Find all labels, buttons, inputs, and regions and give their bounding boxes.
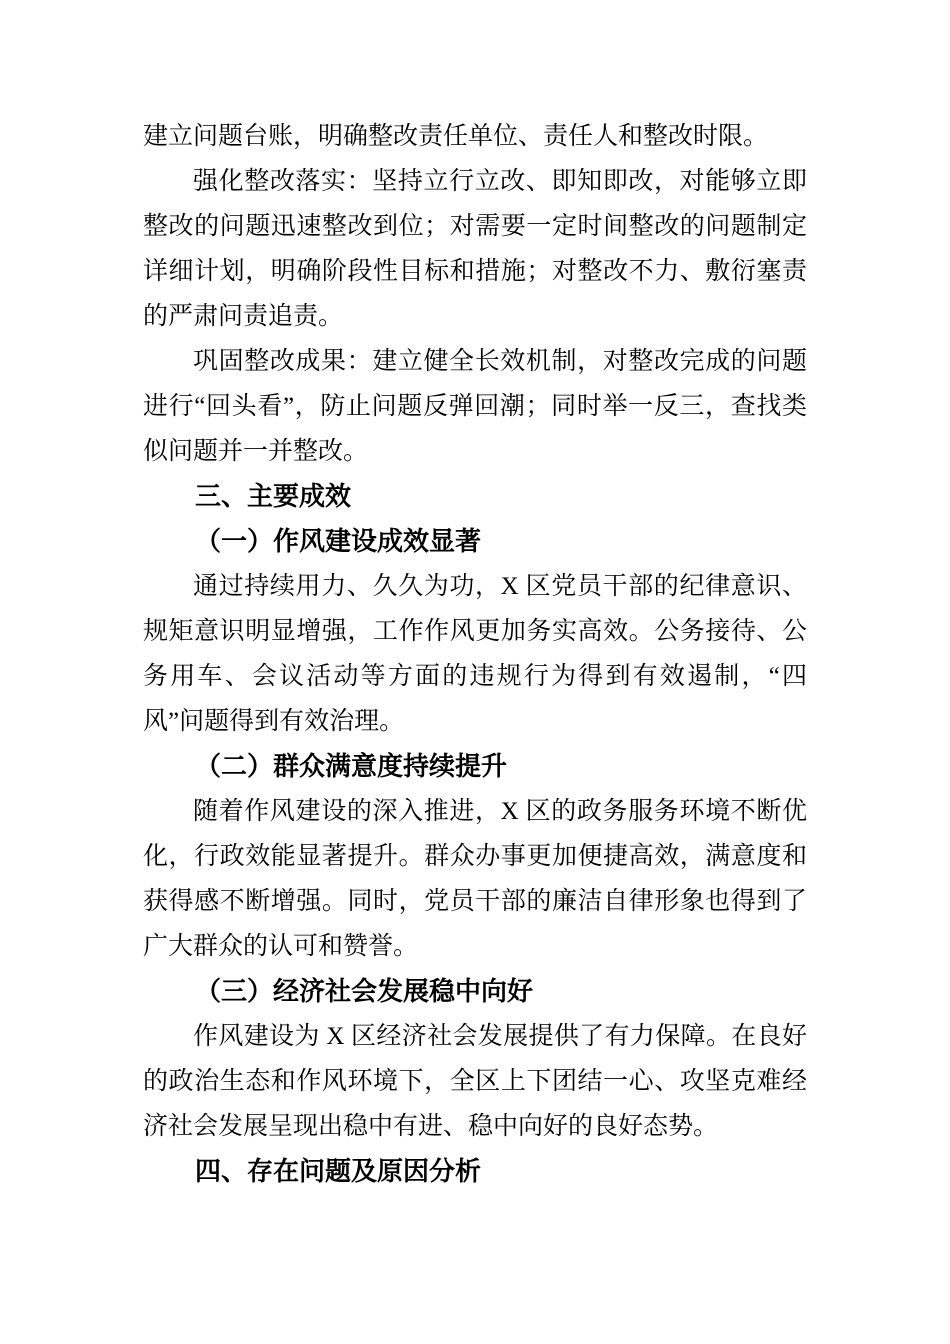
section-heading: 三、主要成效: [195, 481, 352, 511]
section-heading: 四、存在问题及原因分析: [195, 1156, 482, 1186]
body-paragraph: 建立问题台账，明确整改责任单位、责任人和整改时限。: [143, 123, 769, 150]
body-paragraph: 作风建设为 X 区经济社会发展提供了有力保障。在良好的政治生态和作风环境下，全区上下团结一心、攻坚克难经济社会发展呈现出稳中有进、稳中向好的良好态势。: [143, 1023, 807, 1140]
document-body: [143, 114, 807, 1194]
body-paragraph: 强化整改落实：坚持立行立改、即知即改，对能够立即整改的问题迅速整改到位；对需要一定时间整改的问题制定详细计划，明确阶段性目标和措施；对整改不力、敷衍塞责的严肃问责追责。: [143, 168, 807, 330]
body-paragraph: 通过持续用力、久久为功，X 区党员干部的纪律意识、规矩意识明显增强，工作作风更加务实高效。公务接待、公务用车、会议活动等方面的违规行为得到有效遏制，“四风”问题得到有效治理。: [143, 573, 807, 735]
subsection-heading: （二）群众满意度持续提升: [195, 752, 508, 781]
body-paragraph: 巩固整改成果：建立健全长效机制，对整改完成的问题进行“回头看”，防止问题反弹回潮；同时举一反三，查找类似问题并一并整改。: [143, 348, 807, 465]
subsection-heading: （一）作风建设成效显著: [195, 527, 482, 556]
body-paragraph: 随着作风建设的深入推进，X 区的政务服务环境不断优化，行政效能显著提升。群众办事更加便捷高效，满意度和获得感不断增强。同时，党员干部的廉洁自律形象也得到了广大群众的认可和赞誉。: [143, 798, 807, 960]
subsection-heading: （三）经济社会发展稳中向好: [195, 977, 534, 1006]
